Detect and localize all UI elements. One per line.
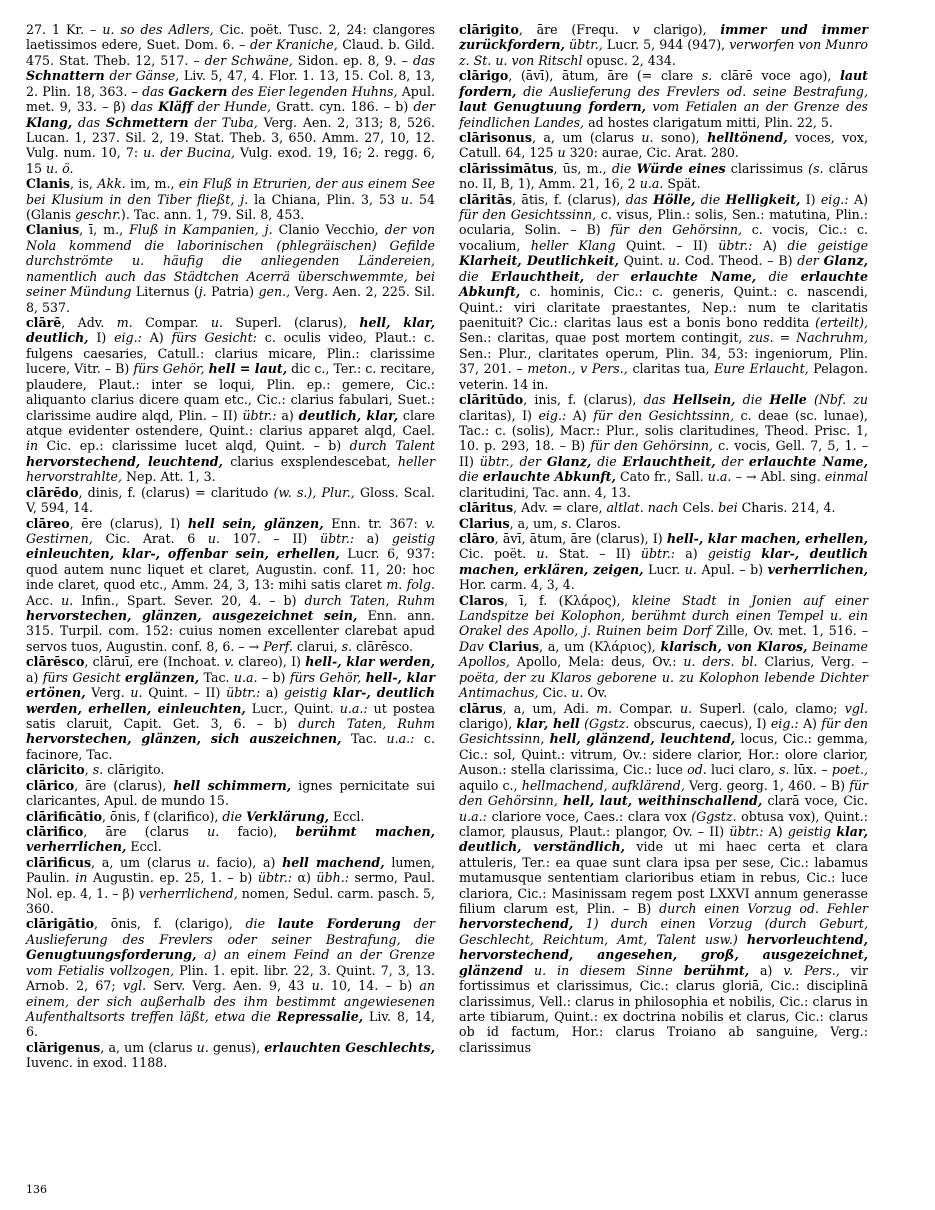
dictionary-entry: clāritās, ātis, f. (clarus), das Hölle, die Helligkeit, I) eig.: A) für den Gesichtssinn, c. visus, Plin.: solis, Sen.: matutina, Plin.: ocularia, Solin. – B) für den Gehörsinn, c. vocis, Cic.: c. vocalium, heller Klang Quint. – II) übtr.: A) die geistige Klarheit, Deutlichkeit, Quint. u. Cod. Theod. – B) der Glanz, die Erlauchtheit, der erlauchte Name, die erlauchte Abkunft, c. hominis, Cic.: c. generis, Quint.: c. nascendi, Quint.: viri claritate praestantes, Nep.: num te claritatis paenituit? Cic.: claritas laus est a bonis bono reddita (erteilt), Sen.: claritas, quae post mortem contingit, zus. = Nachruhm, Sen.: Plur., claritates operum, Plin. 34, 53: ingeniorum, Plin. 37, 201. – meton., v Pers., claritas tua, Eure Erlaucht, Pelagon. veterin. 14 in. (459, 191, 869, 392)
dictionary-entry: clārificus, a, um (clarus u. facio), a) hell machend, lumen, Paulin. in Augustin. ep. 25, 1. – b) übtr.: α) übh.: sermo, Paul. Nol. ep. 4, 1. – β) verherrlichend, nomen, Sedul. carm. pasch. 5, 360. (26, 854, 436, 917)
page-columns (26, 22, 911, 1162)
dictionary-entry: clārisonus, a, um (clarus u. sono), helltönend, voces, vox, Catull. 64, 125 u 320: aurae, Cic. Arat. 280. (459, 129, 868, 161)
right-text-column (459, 22, 868, 1055)
dictionary-entry: clārēsco, clāruī, ere (Inchoat. v. clareo), I) hell-, klar werden, a) fürs Gesicht erglänzen, Tac. u.a. – b) fürs Gehör, hell-, klar ertönen, Verg. u. Quint. – II) übtr.: a) geistig klar-, deutlich werden, erhellen, einleuchten, Lucr., Quint. u.a.: ut postea satis claruit, Capit. Get. 3, 6. – b) durch Taten, Ruhm hervorstechen, glänzen, sich auszeichnen, Tac. u.a.: c. facinore, Tac. (26, 654, 435, 762)
dictionary-entry: clārēdo, dinis, f. (clarus) = claritudo (w. s.), Plur., Gloss. Scal. V, 594, 14. (26, 484, 436, 516)
dictionary-entry: clārigenus, a, um (clarus u. genus), erlauchten Geschlechts, Iuvenc. in exod. 1188. (26, 1039, 435, 1071)
dictionary-entry: Claros, ī, f. (Κλάρος), kleine Stadt in Jonien auf einer Landspitze bei Kolophon, berühmt durch einen Tempel u. ein Orakel des Apollo, j. Ruinen beim Dorf Zille, Ov. met. 1, 516. – Dav Clarius, a, um (Κλάριος), klarisch, von Klaros, Beiname Apollos, Apollo, Mela: deus, Ov.: u. ders. bl. Clarius, Verg. – poëta, der zu Klaros geborene u. zu Kolophon lebende Dichter Antimachus, Cic. u. Ov. (459, 592, 869, 701)
dictionary-entry: clāreo, ēre (clarus), I) hell sein, glänzen, Enn. tr. 367: v. Gestirnen, Cic. Arat. 6 u. 107. – II) übtr.: a) geistig einleuchten, klar-, offenbar sein, erhellen, Lucr. 6, 937: quod autem nunc liquet et claret, Augustin. conf. 11, 20: hoc inde claret, quod etc., Amm. 24, 3, 13: mihi satis claret m. folg. Acc. u. Infin., Spart. Sever. 20, 4. – b) durch Taten, Ruhm hervorstechen, glänzen, ausgezeichnet sein, Enn. ann. 315. Turpil. com. 152: cuius nomen excellenter clarebat apud servos tuos, Augustin. conf. 8, 6. – → Perf. clarui, s. clārēsco. (26, 515, 436, 654)
dictionary-entry: clārus, a, um, Adi. m. Compar. u. Superl. (calo, clamo; vgl. clarigo), klar, hell (Ggstz. obscurus, caecus), I) eig.: A) für den Gesichtssinn, hell, glänzend, leuchtend, locus, Cic.: gemma, Cic.: sol, Quint.: vitrum, Ov.: sidere clarior, Hor.: olore clarior, Auson.: stella clarissima, Cic.: luce od. luci claro, s. lūx. – poet., aquilo c., hellmachend, aufklärend, Verg. georg. 1, 460. – B) für den Gehörsinn, hell, laut, weithinschallend, clarā voce, Cic. u.a.: clariore voce, Caes.: clara vox (Ggstz. obtusa vox), Quint.: clamor, plausus, Plaut.: plangor, Ov. – II) übtr.: A) geistig klar, deutlich, verständlich, vide ut mi haec certa et clara attuleris, Ter.: ea quae sunt clara ipsa per sese, Cic.: labamus mutamusque sententiam clarioribus etiam in rebus, Cic.: luce clariora, Cic.: Masinissam regem post LXXVI annum generasse filium clarum est, Plin. – B) durch einen Vorzug od. Fehler hervorstechend, 1) durch einen Vorzug (durch Geburt, Geschlecht, Reichtum, Amt, Talent usw.) hervorleuchtend, hervorstechend, angesehen, groß, ausgezeichnet, glänzend u. in diesem Sinne berühmt, a) v. Pers., vir fortissimus et clarissimus, Cic.: clarus gloriā, Cic.: disciplinā clarissimus, Vell.: clarus in philosophia et nobilis, Cic.: clarus in arte tibiarum, Quint.: ex doctrina nobilis et clarus, Cic.: clarus ob id factum, Hor.: clarus Troiano ab sanguine, Verg.: clarissimus (459, 700, 869, 1055)
dictionary-entry: clārigātio, ōnis, f. (clarigo), die laute Forderung der Auslieferung des Frevlers oder seiner Bestrafung, die Genugtuungsforderung, a) an einem Feind an der Grenze vom Fetialis vollzogen, Plin. 1. epit. libr. 22, 3. Quint. 7, 3, 13. Arnob. 2, 67; vgl. Serv. Verg. Aen. 9, 43 u. 10, 14. – b) an einem, der sich außerhalb des ihm bestimmt angewiesenen Aufenthaltsorts treffen läßt, etwa die Repressalie, Liv. 8, 14, 6. (26, 916, 435, 1040)
dictionary-entry: Clarius, a, um, s. Claros. (459, 515, 621, 531)
dictionary-entry: Clanis, is, Akk. im, m., ein Fluß in Etrurien, der aus einem See bei Klusium in den Tiber fließt, j. la Chiana, Plin. 3, 53 u. 54 (Glanis geschr.). Tac. ann. 1, 79. Sil. 8, 453. (26, 176, 435, 223)
dictionary-entry: clārificātio, ōnis, f (clarifico), die Verklärung, Eccl. (26, 808, 365, 824)
dictionary-entry: clāricito, s. clārigito. (26, 762, 165, 778)
entry-continuation: 27. 1 Kr. – u. so des Adlers, Cic. poët. Tusc. 2, 24: clangores laetissimos edere, Suet. Dom. 6. – der Kraniche, Claud. b. Gild. 475. Stat. Theb. 12, 517. – der Schwäne, Sidon. ep. 8, 9. – das Schnattern der Gänse, Liv. 5, 47, 4. Flor. 1. 13, 15. Col. 8, 13, 2. Plin. 18, 363. – das Gackern des Eier legenden Huhns, Apul. met. 9, 33. – β) das Kläff der Hunde, Gratt. cyn. 186. – b) der Klang, das Schmettern der Tuba, Verg. Aen. 2, 313; 8, 526. Lucan. 1, 237. Sil. 2, 19. Stat. Theb. 3, 650. Amm. 27, 10, 12. Vulg. num. 10, 7: u. der Bucina, Vulg. exod. 19, 16; 2. regg. 6, 15 u. ö. (26, 22, 435, 176)
dictionary-entry: clārissimātus, ūs, m., die Würde eines clarissimus (s. clārus no. II, B, 1), Amm. 21, 16, 2 u.a. Spät. (459, 160, 868, 192)
dictionary-entry: clārigo, (āvī), ātum, āre (= clare s. clārē voce ago), laut fordern, die Auslieferung des Frevlers od. seine Bestrafung, laut Genugtuung fordern, vom Fetialen an der Grenze des feindlichen Landes, ad hostes clarigatum mitti, Plin. 22, 5. (459, 68, 868, 130)
dictionary-entry: clāritus, Adv. = clare, altlat. nach Cels. bei Charis. 214, 4. (459, 500, 836, 516)
left-text-column (26, 22, 435, 1071)
dictionary-entry: clārico, āre (clarus), hell schimmern, ignes pernicitate sui claricantes, Apul. de mundo 15. (26, 777, 435, 809)
dictionary-entry: clāro, āvī, ātum, āre (clarus), I) hell-, klar machen, erhellen, Cic. poët. u. Stat. – II) übtr.: a) geistig klar-, deutlich machen, erklären, zeigen, Lucr. u. Apul. – b) verherrlichen, Hor. carm. 4, 3, 4. (459, 530, 868, 593)
dictionary-entry: clārifico, āre (clarus u. facio), berühmt machen, verherrlichen, Eccl. (26, 823, 435, 855)
dictionary-entry: clāritūdo, inis, f. (clarus), das Hellsein, die Helle (Nbf. zu claritas), I) eig.: A) für den Gesichtssinn, c. deae (sc. lunae), Tac.: c. (solis), Macr.: Plur., solis claritudines, Theod. Prisc. 1, 10. p. 293, 18. – B) für den Gehörsinn, c. vocis, Gell. 7, 5, 1. – II) übtr., der Glanz, die Erlauchtheit, der erlauchte Name, die erlauchte Abkunft, Cato fr., Sall. u.a. – → Abl. sing. einmal claritudini, Tac. ann. 4, 13. (459, 392, 869, 500)
dictionary-entry: clārē, Adv. m. Compar. u. Superl. (clarus), hell, klar, deutlich, I) eig.: A) fürs Gesicht: c. oculis video, Plaut.: c. fulgens caesaries, Catull.: clarius micare, Plin.: clarissime lucere, Vitr. – B) fürs Gehör, hell = laut, dic c., Ter.: c. recitare, plaudere, Plaut.: inter se loqui, Plin. ep.: gemere, Cic.: aliquanto clarius dicere quam etc., Cic.: clarius fabulari, Suet.: clarissime audire alqd, Plin. – II) übtr.: a) deutlich, klar, clare atque evidenter ostendere, Quint.: clarius apparet alqd, Cael. in Cic. ep.: clarissime lucet alqd, Quint. – b) durch Talent hervorstechend, leuchtend, clarius exsplendescebat, heller hervorstrahlte, Nep. Att. 1, 3. (26, 315, 435, 485)
page-number: 136 (26, 1183, 47, 1196)
dictionary-entry: clārigito, āre (Frequ. v clarigo), immer und immer zurückfordern, übtr., Lucr. 5, 944 (947), verworfen von Munro z. St. u. von Ritschl opusc. 2, 434. (459, 22, 868, 68)
dictionary-entry: Clanius, ī, m., Fluß in Kampanien, j. Clanio Vecchio, der von Nola kommend die laborinischen (phlegräischen) Gefilde durchströmte u. häufig die anliegenden Ländereien, namentlich auch das Städtchen Acerrä überschwemmte, bei seiner Mündung Liternus (j. Patria) gen., Verg. Aen. 2, 225. Sil. 8, 537. (26, 222, 436, 315)
